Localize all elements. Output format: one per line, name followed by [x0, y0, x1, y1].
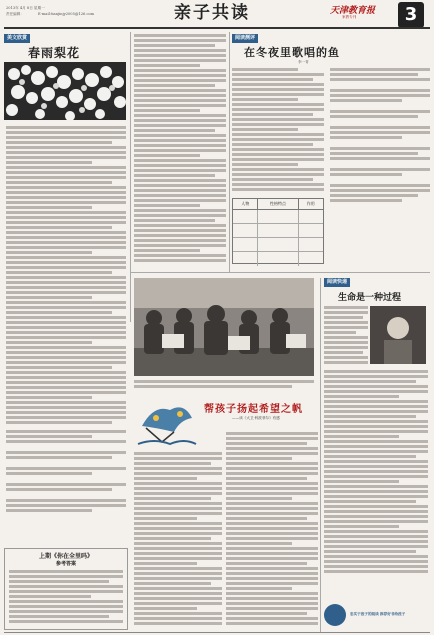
life-title: 生命是一种过程: [338, 293, 402, 303]
table-row: [233, 224, 323, 238]
spring-tag: 美文欣赏: [4, 34, 30, 43]
table-header: 作用: [306, 201, 315, 206]
kite-subtitle: ——读《大卫·科波菲尔》有感: [232, 416, 280, 420]
page-number: 3: [398, 2, 424, 28]
fish-body: [232, 68, 324, 196]
header-email: E-mail:tianjinjy2005@126.com: [38, 12, 95, 16]
divider-photo-top: [130, 272, 430, 273]
classroom-photo: [134, 278, 314, 376]
kite-illustration: [134, 398, 200, 448]
spring-body: [6, 126, 126, 426]
life-body: [324, 370, 428, 580]
footer-emblem: [324, 604, 346, 626]
table-row: [233, 252, 323, 266]
divider-right: [320, 278, 321, 632]
fish-table: [232, 198, 324, 264]
spring-questions: [6, 430, 126, 530]
footer-text: 忠实于孩子的阅读 推荐好书给孩子: [350, 612, 406, 616]
header-date: 2013年 4月 8日 星期一: [6, 6, 45, 10]
section-title: 亲子共读: [174, 3, 250, 23]
kite-body-left: [134, 452, 222, 632]
photo-caption: [134, 380, 314, 394]
book-cover-photo: [370, 306, 426, 364]
table-header: 性格特点: [258, 199, 298, 209]
spring-continuation: [134, 34, 226, 266]
fish-author: 李一青: [298, 60, 309, 64]
last-issue-title: 上期《你在全里吗》: [38, 553, 93, 560]
footer-rule: [4, 632, 430, 633]
life-body-top: [324, 306, 368, 366]
masthead-logo: 天津教育报: [330, 6, 376, 16]
masthead-sub: 家教专刊: [342, 15, 357, 19]
kite-title: 帮孩子扬起希望之帆: [204, 404, 303, 415]
fish-title: 在冬夜里歌唱的鱼: [244, 46, 340, 59]
spring-title: 春雨梨花: [28, 46, 81, 60]
table-header: 人物: [233, 199, 258, 209]
pear-blossom-photo: [4, 62, 126, 120]
kite-body-right: [226, 432, 318, 632]
life-tag: 阅读快递: [324, 278, 350, 287]
divider-mid: [229, 32, 230, 272]
divider-left: [130, 32, 131, 322]
fish-questions-right: [330, 68, 430, 268]
table-row: [233, 238, 323, 252]
reading-tag: 阅读测评: [232, 34, 258, 43]
last-issue-subtitle: 参考答案: [55, 561, 76, 567]
last-issue-box: [4, 548, 128, 630]
header-rule: [4, 27, 430, 29]
table-row: [233, 210, 323, 224]
header-editor: 责任编辑：: [6, 12, 24, 16]
